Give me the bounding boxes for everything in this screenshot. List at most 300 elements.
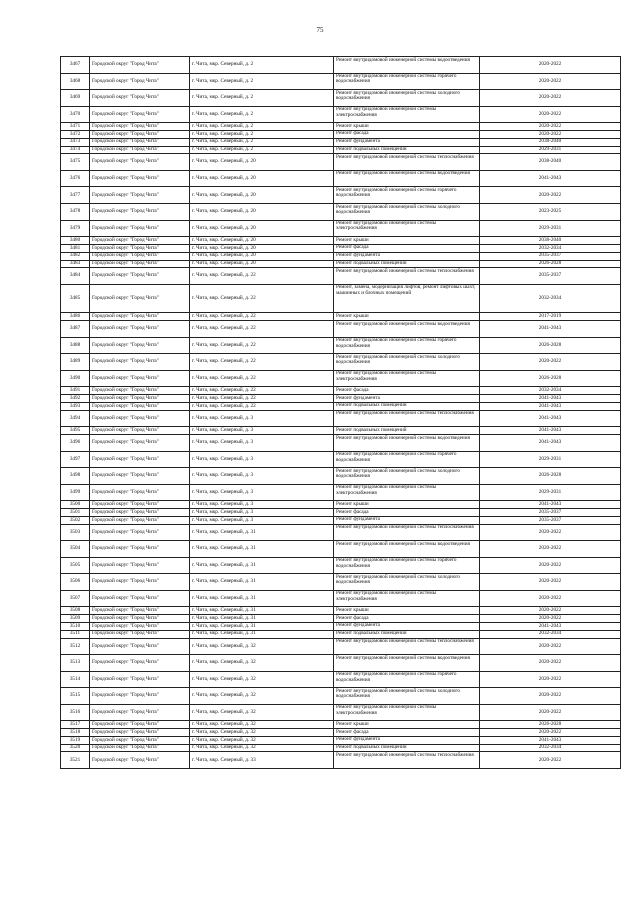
address-cell: г. Чита, мкр. Северный, д. 32: [190, 638, 334, 655]
planned-period-cell: 2029-2031: [480, 484, 621, 501]
address-cell: г. Чита, мкр. Северный, д. 2: [190, 123, 334, 131]
row-number-cell: 3467: [61, 57, 90, 74]
work-type-cell: Ремонт внутридомовой инженерной системы холодного водоснабжения: [334, 688, 480, 705]
municipality-cell: Городской округ "Город Чита": [90, 704, 190, 721]
planned-period-cell: 2020-2022: [480, 130, 621, 138]
address-cell: г. Чита, мкр. Северный, д. 2: [190, 73, 334, 90]
municipality-cell: Городской округ "Город Чита": [90, 590, 190, 607]
address-cell: г. Чита, мкр. Северный, д. 20: [190, 260, 334, 268]
planned-period-cell: 2020-2022: [480, 638, 621, 655]
table-row: [61, 607, 621, 615]
table-row: [61, 752, 621, 769]
address-cell: г. Чита, мкр. Северный, д. 31: [190, 574, 334, 591]
work-type-cell: Ремонт внутридомовой инженерной системы горячего водоснабжения: [334, 187, 480, 204]
row-number-cell: 3493: [61, 402, 90, 410]
work-type-cell: Ремонт внутридомовой инженерной системы водоотведения: [334, 170, 480, 187]
table-row: [61, 501, 621, 509]
work-type-cell: Ремонт крыши: [334, 501, 480, 509]
address-cell: г. Чита, мкр. Северный, д. 32: [190, 655, 334, 672]
municipality-cell: Городской округ "Город Чита": [90, 630, 190, 638]
table-row: [61, 516, 621, 524]
address-cell: г. Чита, мкр. Северный, д. 20: [190, 170, 334, 187]
municipality-cell: Городской округ "Город Чита": [90, 321, 190, 338]
planned-period-cell: 2038-2040: [480, 138, 621, 146]
work-type-cell: Ремонт подвальных помещений: [334, 402, 480, 410]
table-row: [61, 509, 621, 517]
row-number-cell: 3509: [61, 615, 90, 623]
work-type-cell: Ремонт фундамента: [334, 138, 480, 146]
planned-period-cell: 2020-2022: [480, 590, 621, 607]
table-row: [61, 187, 621, 204]
work-type-cell: Ремонт внутридомовой инженерной системы горячего водоснабжения: [334, 557, 480, 574]
municipality-cell: Городской округ "Город Чита": [90, 729, 190, 737]
row-number-cell: 3487: [61, 321, 90, 338]
municipality-cell: Городской округ "Город Чита": [90, 204, 190, 221]
address-cell: г. Чита, мкр. Северный, д. 2: [190, 106, 334, 123]
address-cell: г. Чита, мкр. Северный, д. 31: [190, 615, 334, 623]
work-type-cell: Ремонт внутридомовой инженерной системы холодного водоснабжения: [334, 354, 480, 371]
work-type-cell: Ремонт фундамента: [334, 622, 480, 630]
planned-period-cell: 2032-2034: [480, 744, 621, 752]
address-cell: г. Чита, мкр. Северный, д. 22: [190, 354, 334, 371]
planned-period-cell: 2020-2022: [480, 541, 621, 558]
row-number-cell: 3483: [61, 260, 90, 268]
work-type-cell: Ремонт внутридомовой инженерной системы теплоснабжения: [334, 524, 480, 541]
row-number-cell: 3468: [61, 73, 90, 90]
work-type-cell: Ремонт подвальных помещений: [334, 427, 480, 435]
work-type-cell: Ремонт фасада: [334, 244, 480, 252]
planned-period-cell: 2038-2040: [480, 154, 621, 171]
row-number-cell: 3484: [61, 268, 90, 285]
planned-period-cell: 2020-2022: [480, 73, 621, 90]
work-type-cell: Ремонт фундамента: [334, 736, 480, 744]
work-type-cell: Ремонт внутридомовой инженерной системы электроснабжения: [334, 590, 480, 607]
address-cell: г. Чита, мкр. Северный, д. 31: [190, 630, 334, 638]
planned-period-cell: 2026-2028: [480, 370, 621, 387]
work-type-cell: Ремонт подвальных помещений: [334, 630, 480, 638]
work-type-cell: Ремонт внутридомовой инженерной системы теплоснабжения: [334, 752, 480, 769]
address-cell: г. Чита, мкр. Северный, д. 3: [190, 410, 334, 427]
municipality-cell: Городской округ "Город Чита": [90, 484, 190, 501]
row-number-cell: 3516: [61, 704, 90, 721]
table-row: [61, 252, 621, 260]
municipality-cell: Городской округ "Город Чита": [90, 744, 190, 752]
planned-period-cell: 2026-2028: [480, 468, 621, 485]
address-cell: г. Чита, мкр. Северный, д. 22: [190, 321, 334, 338]
work-type-cell: Ремонт внутридомовой инженерной системы теплоснабжения: [334, 154, 480, 171]
work-type-cell: Ремонт внутридомовой инженерной системы холодного водоснабжения: [334, 90, 480, 107]
table-row: [61, 402, 621, 410]
row-number-cell: 3495: [61, 427, 90, 435]
planned-period-cell: 2023-2025: [480, 204, 621, 221]
row-number-cell: 3497: [61, 451, 90, 468]
work-type-cell: Ремонт фасада: [334, 615, 480, 623]
planned-period-cell: 2020-2022: [480, 729, 621, 737]
work-type-cell: Ремонт подвальных помещений: [334, 260, 480, 268]
row-number-cell: 3475: [61, 154, 90, 171]
work-type-cell: Ремонт внутридомовой инженерной системы водоотведения: [334, 57, 480, 74]
municipality-cell: Городской округ "Город Чита": [90, 607, 190, 615]
work-type-cell: Ремонт подвальных помещений: [334, 146, 480, 154]
municipality-cell: Городской округ "Город Чита": [90, 655, 190, 672]
municipality-cell: Городской округ "Город Чита": [90, 57, 190, 74]
row-number-cell: 3490: [61, 370, 90, 387]
address-cell: г. Чита, мкр. Северный, д. 20: [190, 187, 334, 204]
municipality-cell: Городской округ "Город Чита": [90, 427, 190, 435]
municipality-cell: Городской округ "Город Чита": [90, 516, 190, 524]
planned-period-cell: 2041-2043: [480, 501, 621, 509]
table-row: [61, 721, 621, 729]
table-row: [61, 427, 621, 435]
municipality-cell: Городской округ "Город Чита": [90, 106, 190, 123]
municipality-cell: Городской округ "Город Чита": [90, 395, 190, 403]
table-row: [61, 354, 621, 371]
row-number-cell: 3488: [61, 337, 90, 354]
planned-period-cell: 2020-2022: [480, 574, 621, 591]
work-type-cell: Ремонт внутридомовой инженерной системы горячего водоснабжения: [334, 337, 480, 354]
municipality-cell: Городской округ "Город Чита": [90, 260, 190, 268]
planned-period-cell: 2020-2022: [480, 655, 621, 672]
table-row: [61, 313, 621, 321]
planned-period-cell: 2020-2022: [480, 704, 621, 721]
planned-period-cell: 2035-2037: [480, 516, 621, 524]
table-row: [61, 138, 621, 146]
repair-schedule-table: [60, 56, 621, 769]
table-row: [61, 557, 621, 574]
municipality-cell: Городской округ "Город Чита": [90, 468, 190, 485]
row-number-cell: 3504: [61, 541, 90, 558]
table-row: [61, 337, 621, 354]
planned-period-cell: 2020-2022: [480, 607, 621, 615]
address-cell: г. Чита, мкр. Северный, д. 3: [190, 501, 334, 509]
address-cell: г. Чита, мкр. Северный, д. 3: [190, 516, 334, 524]
work-type-cell: Ремонт внутридомовой инженерной системы горячего водоснабжения: [334, 451, 480, 468]
municipality-cell: Городской округ "Город Чита": [90, 638, 190, 655]
work-type-cell: Ремонт внутридомовой инженерной системы водоотведения: [334, 435, 480, 452]
work-type-cell: Ремонт внутридомовой инженерной системы электроснабжения: [334, 370, 480, 387]
work-type-cell: Ремонт внутридомовой инженерной системы электроснабжения: [334, 484, 480, 501]
work-type-cell: Ремонт фасада: [334, 729, 480, 737]
row-number-cell: 3498: [61, 468, 90, 485]
table-row: [61, 484, 621, 501]
municipality-cell: Городской округ "Город Чита": [90, 541, 190, 558]
planned-period-cell: 2032-2034: [480, 387, 621, 395]
planned-period-cell: 2041-2043: [480, 321, 621, 338]
row-number-cell: 3514: [61, 671, 90, 688]
address-cell: г. Чита, мкр. Северный, д. 32: [190, 688, 334, 705]
work-type-cell: Ремонт фасада: [334, 387, 480, 395]
planned-period-cell: 2041-2043: [480, 736, 621, 744]
municipality-cell: Городской округ "Город Чита": [90, 574, 190, 591]
address-cell: г. Чита, мкр. Северный, д. 32: [190, 721, 334, 729]
address-cell: г. Чита, мкр. Северный, д. 2: [190, 90, 334, 107]
table-row: [61, 260, 621, 268]
table-row: [61, 671, 621, 688]
work-type-cell: Ремонт внутридомовой инженерной системы холодного водоснабжения: [334, 574, 480, 591]
table-row: [61, 106, 621, 123]
municipality-cell: Городской округ "Город Чита": [90, 73, 190, 90]
address-cell: г. Чита, мкр. Северный, д. 22: [190, 284, 334, 313]
address-cell: г. Чита, мкр. Северный, д. 20: [190, 237, 334, 245]
municipality-cell: Городской округ "Город Чита": [90, 721, 190, 729]
municipality-cell: Городской округ "Город Чита": [90, 688, 190, 705]
row-number-cell: 3474: [61, 146, 90, 154]
table-row: [61, 435, 621, 452]
municipality-cell: Городской округ "Город Чита": [90, 410, 190, 427]
planned-period-cell: 2020-2022: [480, 557, 621, 574]
address-cell: г. Чита, мкр. Северный, д. 31: [190, 607, 334, 615]
table-row: [61, 146, 621, 154]
municipality-cell: Городской округ "Город Чита": [90, 220, 190, 237]
work-type-cell: Ремонт внутридомовой инженерной системы горячего водоснабжения: [334, 671, 480, 688]
address-cell: г. Чита, мкр. Северный, д. 20: [190, 252, 334, 260]
planned-period-cell: 2032-2034: [480, 284, 621, 313]
work-type-cell: Ремонт внутридомовой инженерной системы теплоснабжения: [334, 638, 480, 655]
row-number-cell: 3500: [61, 501, 90, 509]
table-row: [61, 736, 621, 744]
address-cell: г. Чита, мкр. Северный, д. 3: [190, 468, 334, 485]
planned-period-cell: 2020-2022: [480, 688, 621, 705]
work-type-cell: Ремонт внутридомовой инженерной системы электроснабжения: [334, 106, 480, 123]
address-cell: г. Чита, мкр. Северный, д. 22: [190, 387, 334, 395]
planned-period-cell: 2026-2028: [480, 260, 621, 268]
planned-period-cell: 2029-2031: [480, 220, 621, 237]
municipality-cell: Городской округ "Город Чита": [90, 90, 190, 107]
table-row: [61, 638, 621, 655]
table-row: [61, 590, 621, 607]
address-cell: г. Чита, мкр. Северный, д. 20: [190, 220, 334, 237]
planned-period-cell: 2035-2037: [480, 509, 621, 517]
row-number-cell: 3515: [61, 688, 90, 705]
work-type-cell: Ремонт, замена, модернизация лифтов, ремонт лифтовых шахт, машинных и блочных помещений: [334, 284, 480, 313]
address-cell: г. Чита, мкр. Северный, д. 22: [190, 402, 334, 410]
table-row: [61, 387, 621, 395]
planned-period-cell: 2041-2043: [480, 410, 621, 427]
work-type-cell: Ремонт внутридомовой инженерной системы холодного водоснабжения: [334, 468, 480, 485]
row-number-cell: 3517: [61, 721, 90, 729]
table-row: [61, 268, 621, 285]
work-type-cell: Ремонт внутридомовой инженерной системы теплоснабжения: [334, 268, 480, 285]
address-cell: г. Чита, мкр. Северный, д. 22: [190, 313, 334, 321]
municipality-cell: Городской округ "Город Чита": [90, 671, 190, 688]
row-number-cell: 3503: [61, 524, 90, 541]
municipality-cell: Городской округ "Город Чита": [90, 237, 190, 245]
row-number-cell: 3476: [61, 170, 90, 187]
municipality-cell: Городской округ "Город Чита": [90, 736, 190, 744]
table-row: [61, 237, 621, 245]
table-row: [61, 744, 621, 752]
row-number-cell: 3469: [61, 90, 90, 107]
table-row: [61, 284, 621, 313]
work-type-cell: Ремонт крыши: [334, 607, 480, 615]
address-cell: г. Чита, мкр. Северный, д. 2: [190, 138, 334, 146]
planned-period-cell: 2041-2043: [480, 435, 621, 452]
municipality-cell: Городской округ "Город Чита": [90, 244, 190, 252]
address-cell: г. Чита, мкр. Северный, д. 31: [190, 557, 334, 574]
row-number-cell: 3494: [61, 410, 90, 427]
row-number-cell: 3478: [61, 204, 90, 221]
work-type-cell: Ремонт внутридомовой инженерной системы водоотведения: [334, 321, 480, 338]
work-type-cell: Ремонт внутридомовой инженерной системы водоотведения: [334, 541, 480, 558]
address-cell: г. Чита, мкр. Северный, д. 22: [190, 370, 334, 387]
row-number-cell: 3505: [61, 557, 90, 574]
work-type-cell: Ремонт внутридомовой инженерной системы холодного водоснабжения: [334, 204, 480, 221]
row-number-cell: 3486: [61, 313, 90, 321]
table-row: [61, 541, 621, 558]
planned-period-cell: 2020-2022: [480, 123, 621, 131]
planned-period-cell: 2041-2043: [480, 395, 621, 403]
municipality-cell: Городской округ "Город Чита": [90, 557, 190, 574]
row-number-cell: 3512: [61, 638, 90, 655]
row-number-cell: 3491: [61, 387, 90, 395]
address-cell: г. Чита, мкр. Северный, д. 2: [190, 146, 334, 154]
table-row: [61, 321, 621, 338]
table-row: [61, 688, 621, 705]
municipality-cell: Городской округ "Город Чита": [90, 354, 190, 371]
address-cell: г. Чита, мкр. Северный, д. 32: [190, 671, 334, 688]
work-type-cell: Ремонт фундамента: [334, 252, 480, 260]
address-cell: г. Чита, мкр. Северный, д. 3: [190, 484, 334, 501]
address-cell: г. Чита, мкр. Северный, д. 20: [190, 244, 334, 252]
planned-period-cell: 2020-2022: [480, 752, 621, 769]
municipality-cell: Городской округ "Город Чита": [90, 138, 190, 146]
address-cell: г. Чита, мкр. Северный, д. 32: [190, 736, 334, 744]
table-row: [61, 574, 621, 591]
address-cell: г. Чита, мкр. Северный, д. 32: [190, 744, 334, 752]
municipality-cell: Городской округ "Город Чита": [90, 337, 190, 354]
work-type-cell: Ремонт внутридомовой инженерной системы теплоснабжения: [334, 410, 480, 427]
address-cell: г. Чита, мкр. Северный, д. 3: [190, 435, 334, 452]
row-number-cell: 3521: [61, 752, 90, 769]
address-cell: г. Чита, мкр. Северный, д. 22: [190, 395, 334, 403]
work-type-cell: Ремонт фасада: [334, 509, 480, 517]
address-cell: г. Чита, мкр. Северный, д. 33: [190, 752, 334, 769]
row-number-cell: 3513: [61, 655, 90, 672]
work-type-cell: Ремонт внутридомовой инженерной системы электроснабжения: [334, 704, 480, 721]
planned-period-cell: 2020-2022: [480, 671, 621, 688]
planned-period-cell: 2035-2037: [480, 268, 621, 285]
row-number-cell: 3473: [61, 138, 90, 146]
address-cell: г. Чита, мкр. Северный, д. 3: [190, 451, 334, 468]
row-number-cell: 3470: [61, 106, 90, 123]
table-row: [61, 204, 621, 221]
planned-period-cell: 2038-2040: [480, 237, 621, 245]
address-cell: г. Чита, мкр. Северный, д. 20: [190, 154, 334, 171]
planned-period-cell: 2041-2043: [480, 402, 621, 410]
municipality-cell: Городской округ "Город Чита": [90, 501, 190, 509]
table-row: [61, 170, 621, 187]
address-cell: г. Чита, мкр. Северный, д. 22: [190, 337, 334, 354]
municipality-cell: Городской округ "Город Чита": [90, 622, 190, 630]
address-cell: г. Чита, мкр. Северный, д. 31: [190, 524, 334, 541]
municipality-cell: Городской округ "Город Чита": [90, 524, 190, 541]
address-cell: г. Чита, мкр. Северный, д. 2: [190, 57, 334, 74]
row-number-cell: 3482: [61, 252, 90, 260]
work-type-cell: Ремонт крыши: [334, 721, 480, 729]
address-cell: г. Чита, мкр. Северный, д. 31: [190, 622, 334, 630]
table-row: [61, 729, 621, 737]
table-row: [61, 123, 621, 131]
planned-period-cell: 2020-2022: [480, 106, 621, 123]
work-type-cell: Ремонт крыши: [334, 313, 480, 321]
address-cell: г. Чита, мкр. Северный, д. 3: [190, 427, 334, 435]
table-row: [61, 73, 621, 90]
row-number-cell: 3492: [61, 395, 90, 403]
municipality-cell: Городской округ "Город Чита": [90, 130, 190, 138]
planned-period-cell: 2029-2031: [480, 451, 621, 468]
municipality-cell: Городской округ "Город Чита": [90, 402, 190, 410]
planned-period-cell: 2041-2043: [480, 170, 621, 187]
municipality-cell: Городской округ "Город Чита": [90, 252, 190, 260]
table-row: [61, 244, 621, 252]
table-row: [61, 57, 621, 74]
table-row: [61, 370, 621, 387]
table-body: [61, 57, 621, 769]
row-number-cell: 3502: [61, 516, 90, 524]
municipality-cell: Городской округ "Город Чита": [90, 509, 190, 517]
work-type-cell: Ремонт внутридомовой инженерной системы горячего водоснабжения: [334, 73, 480, 90]
work-type-cell: Ремонт фундамента: [334, 516, 480, 524]
planned-period-cell: 2020-2022: [480, 354, 621, 371]
work-type-cell: Ремонт фасада: [334, 130, 480, 138]
planned-period-cell: 2032-2034: [480, 244, 621, 252]
municipality-cell: Городской округ "Город Чита": [90, 435, 190, 452]
planned-period-cell: 2041-2043: [480, 622, 621, 630]
row-number-cell: 3518: [61, 729, 90, 737]
planned-period-cell: 2026-2028: [480, 337, 621, 354]
municipality-cell: Городской округ "Город Чита": [90, 170, 190, 187]
address-cell: г. Чита, мкр. Северный, д. 31: [190, 590, 334, 607]
row-number-cell: 3511: [61, 630, 90, 638]
row-number-cell: 3471: [61, 123, 90, 131]
planned-period-cell: 2020-2022: [480, 615, 621, 623]
table-row: [61, 468, 621, 485]
municipality-cell: Городской округ "Город Чита": [90, 268, 190, 285]
row-number-cell: 3479: [61, 220, 90, 237]
row-number-cell: 3520: [61, 744, 90, 752]
row-number-cell: 3472: [61, 130, 90, 138]
row-number-cell: 3480: [61, 237, 90, 245]
address-cell: г. Чита, мкр. Северный, д. 2: [190, 130, 334, 138]
row-number-cell: 3496: [61, 435, 90, 452]
table-row: [61, 704, 621, 721]
planned-period-cell: 2041-2043: [480, 427, 621, 435]
address-cell: г. Чита, мкр. Северный, д. 31: [190, 541, 334, 558]
table-row: [61, 90, 621, 107]
table-row: [61, 130, 621, 138]
address-cell: г. Чита, мкр. Северный, д. 3: [190, 509, 334, 517]
municipality-cell: Городской округ "Город Чита": [90, 451, 190, 468]
row-number-cell: 3489: [61, 354, 90, 371]
table-row: [61, 154, 621, 171]
municipality-cell: Городской округ "Город Чита": [90, 752, 190, 769]
planned-period-cell: 2017-2019: [480, 313, 621, 321]
table-row: [61, 395, 621, 403]
municipality-cell: Городской округ "Город Чита": [90, 284, 190, 313]
table-row: [61, 622, 621, 630]
table-row: [61, 524, 621, 541]
planned-period-cell: 2029-2031: [480, 146, 621, 154]
municipality-cell: Городской округ "Город Чита": [90, 387, 190, 395]
work-type-cell: Ремонт фундамента: [334, 395, 480, 403]
table-row: [61, 220, 621, 237]
municipality-cell: Городской округ "Город Чита": [90, 313, 190, 321]
municipality-cell: Городской округ "Город Чита": [90, 187, 190, 204]
municipality-cell: Городской округ "Город Чита": [90, 146, 190, 154]
table-row: [61, 451, 621, 468]
row-number-cell: 3510: [61, 622, 90, 630]
row-number-cell: 3508: [61, 607, 90, 615]
